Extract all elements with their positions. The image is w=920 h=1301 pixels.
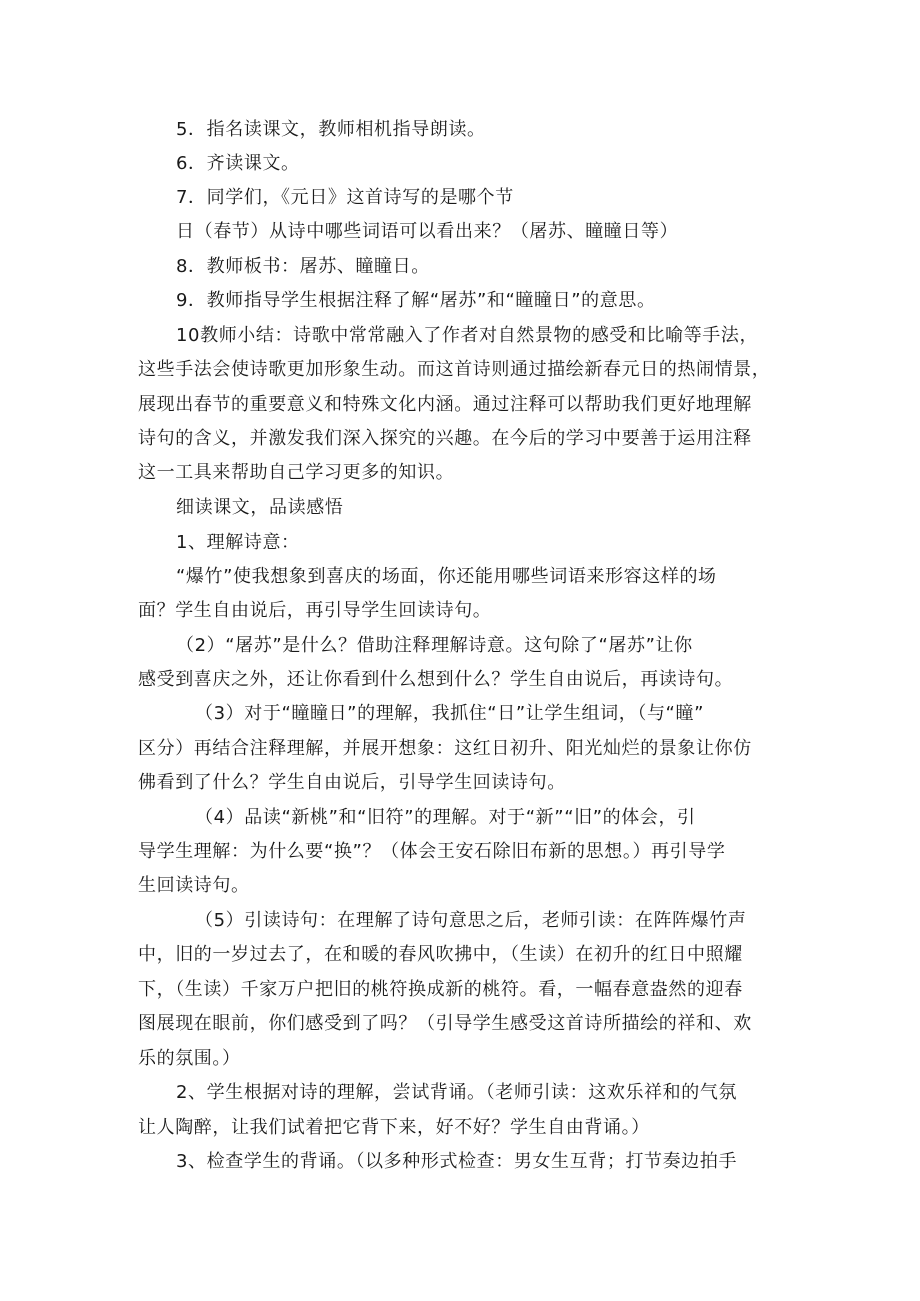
- text-line: （2）“屠苏”是什么？借助注释理解诗意。这句除了“屠苏”让你: [176, 635, 693, 656]
- text-line: 诗句的含义，并激发我们深入探究的兴趣。在今后的学习中要善于运用注释: [138, 428, 752, 449]
- text-line: 7．同学们，《元日》这首诗写的是哪个节: [176, 187, 514, 208]
- text-line: 区分）再结合注释理解，并展开想象：这红日初升、阳光灿烂的景象让你仿: [138, 738, 752, 759]
- text-line: （4）品读“新桃”和“旧符”的理解。对于“新”“旧”的体会，引: [195, 807, 696, 828]
- text-line: 5．指名读课文，教师相机指导朗读。: [176, 119, 486, 140]
- text-line: 10教师小结：诗歌中常常融入了作者对自然景物的感受和比喻等手法，: [176, 325, 759, 346]
- text-line: 乐的氛围。）: [138, 1048, 241, 1069]
- text-line: 佛看到了什么？学生自由说后，引导学生回读诗句。: [138, 772, 566, 793]
- text-line: 导学生理解：为什么要“换”？（体会王安石除旧布新的思想。）再引导学: [138, 841, 726, 862]
- text-line: 让人陶醉，让我们试着把它背下来，好不好？学生自由背诵。）: [138, 1117, 650, 1138]
- text-line: 展现出春节的重要意义和特殊文化内涵。通过注释可以帮助我们更好地理解: [138, 394, 752, 415]
- text-line: 图展现在眼前，你们感受到了吗？（引导学生感受这首诗所描绘的祥和、欢: [138, 1013, 752, 1034]
- text-line: 1、理解诗意：: [176, 532, 300, 553]
- text-line: 6．齐读课文。: [176, 153, 300, 174]
- text-line: 中，旧的一岁过去了，在和暖的春风吹拂中，（生读）在初升的红日中照耀: [138, 944, 743, 965]
- text-line: 2、学生根据对诗的理解，尝试背诵。（老师引读：这欢乐祥和的气氛: [176, 1082, 738, 1103]
- text-line: 面？学生自由说后，再引导学生回读诗句。: [138, 600, 492, 621]
- text-line: （5）引读诗句：在理解了诗句意思之后，老师引读：在阵阵爆竹声: [195, 910, 747, 931]
- text-line: “爆竹”使我想象到喜庆的场面，你还能用哪些词语来形容这样的场: [176, 566, 717, 587]
- text-line: 3、检查学生的背诵。（以多种形式检查：男女生互背；打节奏边拍手: [176, 1151, 738, 1172]
- text-line: 这一工具来帮助自己学习更多的知识。: [138, 462, 455, 483]
- text-line: 感受到喜庆之外，还让你看到什么想到什么？学生自由说后，再读诗句。: [138, 669, 734, 690]
- section-heading: 细读课文，品读感悟: [176, 497, 344, 518]
- text-line: 生回读诗句。: [138, 875, 250, 896]
- text-line: （3）对于“瞳瞳日”的理解，我抓住“日”让学生组词，（与“瞳”: [195, 703, 705, 724]
- text-line: 9．教师指导学生根据注释了解“屠苏”和“瞳瞳日”的意思。: [176, 290, 656, 311]
- text-line: 日（春节）从诗中哪些词语可以看出来？（屠苏、瞳瞳日等）: [176, 221, 679, 242]
- text-line: 下，（生读）千家万户把旧的桃符换成新的桃符。看，一幅春意盎然的迎春: [138, 979, 743, 1000]
- text-line: 这些手法会使诗歌更加形象生动。而这首诗则通过描绘新春元日的热闹情景，: [138, 359, 771, 380]
- text-line: 8．教师板书：屠苏、瞳瞳日。: [176, 256, 430, 277]
